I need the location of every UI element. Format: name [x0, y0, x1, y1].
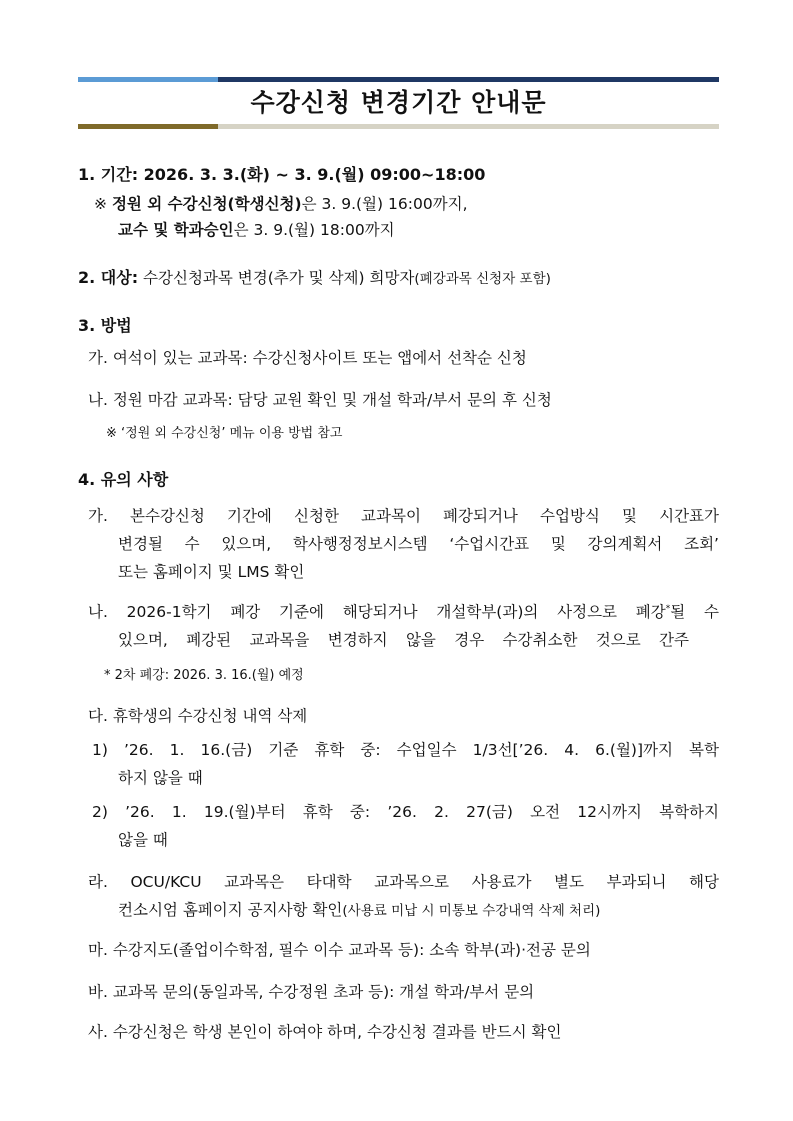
header-rule-accent — [78, 77, 218, 82]
section-2-text: 수강신청과목 변경(추가 및 삭제) 희망자 — [143, 269, 415, 287]
note-2-bold: 교수 및 학과승인 — [118, 221, 234, 239]
section-4-ma: 마. 수강지도(졸업이수학점, 필수 이수 교과목 등): 소속 학부(과)·전공 문의 — [88, 941, 591, 959]
section-3-heading: 3. 방법 — [78, 316, 132, 335]
section-4-na-line-1 — [88, 601, 719, 623]
na-line-1-text: 나. 2026-1학기 폐강 기준에 해당되거나 개설학부(과)의 사정으로 폐강 — [88, 603, 666, 621]
note-2-text: 은 3. 9.(월) 18:00까지 — [233, 221, 395, 239]
section-3-item-ga: 가. 여석이 있는 교과목: 수강신청사이트 또는 앱에서 선착순 신청 — [88, 349, 527, 367]
section-4-da: 다. 휴학생의 수강신청 내역 삭제 — [88, 707, 308, 725]
section-4-sa: 사. 수강신청은 학생 본인이 하여야 하며, 수강신청 결과를 반드시 확인 — [88, 1023, 562, 1041]
section-2 — [78, 267, 551, 290]
section-4-ga-line-1: 가. 본수강신청 기간에 신청한 교과목이 폐강되거나 수업방식 및 시간표가 — [88, 507, 719, 525]
reference-mark: ※ — [94, 195, 107, 213]
section-4-da-1-line-1: 1) ’26. 1. 16.(금) 기준 휴학 중: 수업일수 1/3선[’26. 4. 6.(월)]까지 복학 — [92, 741, 719, 759]
section-1-note-1 — [94, 193, 468, 215]
footer-rule-accent — [78, 124, 218, 129]
section-4-da-2-line-2: 않을 때 — [118, 831, 168, 849]
section-4-ga-line-3: 또는 홈페이지 및 LMS 확인 — [118, 563, 305, 581]
na-line-1-tail: 될 수 — [670, 603, 719, 621]
section-4-da-1-line-2: 하지 않을 때 — [118, 769, 203, 787]
note-1-text: 은 3. 9.(월) 16:00까지, — [301, 195, 468, 213]
section-4-da-2-line-1: 2) ’26. 1. 19.(월)부터 휴학 중: ’26. 2. 27(금) 오전 12시까지 복학하지 — [92, 803, 719, 821]
section-4-na-line-2: 있으며, 폐강된 교과목을 변경하지 않을 경우 수강취소한 것으로 간주 — [118, 631, 689, 649]
section-4-ra-line-2 — [118, 899, 600, 922]
section-1-heading: 1. 기간: 2026. 3. 3.(화) ~ 3. 9.(월) 09:00~18:00 — [78, 165, 486, 184]
section-4-na-footnote: * 2차 폐강: 2026. 3. 16.(월) 예정 — [104, 668, 304, 683]
section-3-item-na: 나. 정원 마감 교과목: 담당 교원 확인 및 개설 학과/부서 문의 후 신청 — [88, 391, 552, 409]
header-rule — [218, 77, 719, 82]
section-2-text-small: (폐강과목 신청자 포함) — [414, 271, 551, 287]
section-4-ba: 바. 교과목 문의(동일과목, 수강정원 초과 등): 개설 학과/부서 문의 — [88, 983, 535, 1001]
ra-line-2-text: 컨소시엄 홈페이지 공지사항 확인 — [118, 901, 343, 919]
section-4-heading: 4. 유의 사항 — [78, 470, 169, 489]
section-2-heading: 2. 대상: — [78, 268, 139, 287]
note-1-bold: 정원 외 수강신청(학생신청) — [111, 195, 302, 213]
footer-rule — [218, 124, 719, 129]
section-1-note-2 — [118, 219, 395, 241]
footnote-mark: * — [665, 603, 671, 614]
section-4-ra-line-1: 라. OCU/KCU 교과목은 타대학 교과목으로 사용료가 별도 부과되니 해당 — [88, 873, 719, 891]
ra-line-2-small: (사용료 미납 시 미통보 수강내역 삭제 처리) — [342, 903, 601, 919]
section-4-ga-line-2: 변경될 수 있으며, 학사행정정보시스템 ‘수업시간표 및 강의계획서 조회’ — [118, 535, 719, 553]
section-3-note: ※ ‘정원 외 수강신청’ 메뉴 이용 방법 참고 — [106, 426, 343, 441]
page-title: 수강신청 변경기간 안내문 — [250, 88, 547, 117]
